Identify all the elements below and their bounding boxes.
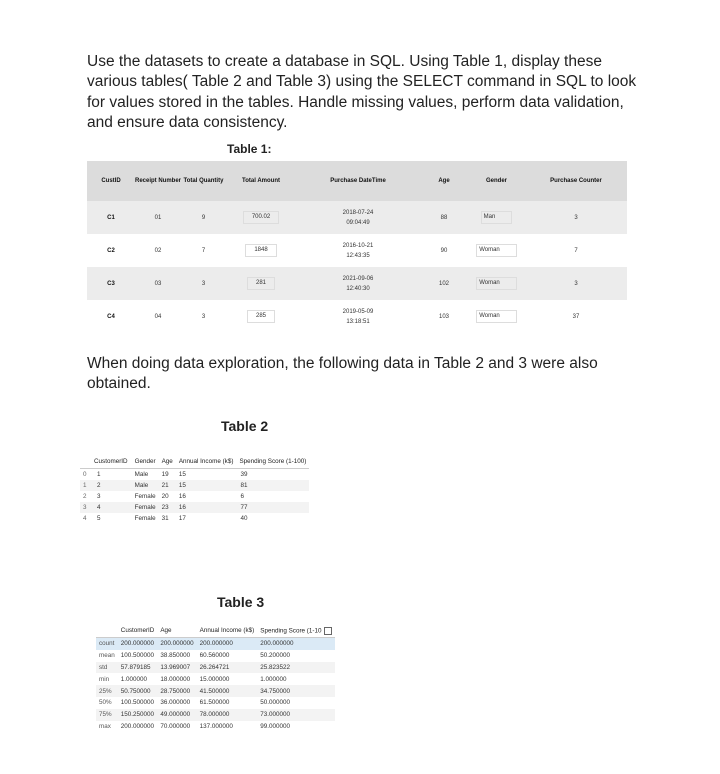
table1-header: Total Amount: [226, 161, 296, 201]
table3-cell: 25.823522: [257, 662, 334, 674]
table1-cell: [468, 300, 525, 333]
table2-row: [80, 502, 309, 513]
table3-stat: count: [96, 638, 118, 650]
table3-cell: 78.000000: [197, 709, 258, 721]
table3-stat: max: [99, 722, 111, 730]
table3-cell: 137.000000: [199, 722, 233, 730]
table3-cell: 61.500000: [199, 699, 230, 707]
table2-cell: 16: [178, 493, 186, 500]
table1-cell: [226, 300, 296, 333]
table1-header: Age: [420, 161, 468, 201]
table3: [96, 624, 335, 732]
table3-stat: mean: [99, 652, 115, 660]
table3-cell: 73.000000: [257, 709, 334, 721]
table2-cell: 19: [161, 471, 169, 478]
table2-index: 4: [83, 515, 87, 522]
table1-cell-value: 1848: [245, 244, 276, 257]
table2-cell: 20: [161, 493, 169, 500]
table1-cell: 102: [420, 267, 468, 300]
table1-cell-value: 700.02: [243, 211, 279, 224]
table2-cell: Female: [132, 502, 159, 513]
table3-row: [96, 697, 335, 709]
table1-header: Gender: [468, 161, 525, 201]
table1-cell-value: Woman: [476, 277, 517, 290]
table2-index: 3: [80, 502, 94, 513]
table2-cell: 3: [97, 493, 101, 500]
table1-cell: 2021-09-06 12:40:30: [296, 267, 420, 300]
table2-header-row: [80, 455, 309, 469]
table3-cell: 18.000000: [160, 675, 191, 683]
table1-cell: C2: [87, 234, 135, 267]
table3-row: [96, 662, 335, 674]
table1-cell: 2016-10-21 12:43:35: [296, 234, 420, 267]
table3-cell: 1.000000: [260, 675, 287, 683]
table2-row: [80, 513, 309, 524]
table2-row: [80, 491, 309, 502]
table2-cell: Male: [132, 480, 159, 491]
table1-row: [87, 234, 627, 267]
table3-cell: 38.850000: [160, 652, 191, 660]
table3-row: [96, 673, 335, 685]
table1-cell: 01: [135, 201, 181, 234]
table3-cell: 200.000000: [197, 638, 258, 650]
table2-index: 1: [80, 480, 94, 491]
table2-cell: 31: [161, 515, 169, 522]
table2-cell: 81: [236, 480, 309, 491]
table2-index: 2: [83, 493, 87, 500]
table2-cell: 77: [236, 502, 309, 513]
table3-stat: 50%: [99, 699, 112, 707]
table1-header: CustID: [87, 161, 135, 201]
table1-cell: [226, 201, 296, 234]
table3-cell: 200.000000: [257, 638, 334, 650]
table1: [87, 161, 627, 333]
table1-row: [87, 201, 627, 234]
table1-header: Receipt Number: [135, 161, 181, 201]
table2-title: Table 2: [221, 418, 269, 434]
table3-cell: 34.750000: [257, 685, 334, 697]
table1-row: [87, 300, 627, 333]
table2-header: Gender: [132, 455, 159, 469]
table3-header: CustomerID: [118, 624, 158, 638]
table3-cell: 100.500000: [120, 652, 155, 660]
table1-cell: 90: [420, 234, 468, 267]
table3-header: Annual Income (k$): [197, 624, 258, 638]
table3-header-row: [96, 624, 335, 638]
table1-cell: [226, 267, 296, 300]
table2-cell: 16: [176, 502, 237, 513]
table1-cell: 2019-05-09 13:18:51: [296, 300, 420, 333]
table1-cell-value: Woman: [476, 244, 517, 257]
table3-cell: 50.000000: [260, 699, 291, 707]
table1-cell: 103: [420, 300, 468, 333]
table3-stat: 75%: [96, 709, 118, 721]
question-text: Use the datasets to create a database in SQL. Using Table 1, display these various tables( Table 2 and Table 3) using the SELECT command in SQL to look for values stored in the tables. Handle missing values, perform data validation, and ensure data consistency.: [87, 52, 637, 131]
table1-cell: 02: [135, 234, 181, 267]
table2: [80, 455, 309, 524]
table1-cell-value: 281: [247, 277, 275, 290]
table2-row: [80, 469, 309, 481]
table2-cell: Female: [134, 493, 156, 500]
table1-cell: [226, 234, 296, 267]
table3-cell: 36.000000: [160, 699, 191, 707]
table1-cell: 37: [525, 300, 627, 333]
table3-stat: std: [96, 662, 118, 674]
table2-cell: 21: [159, 480, 176, 491]
table3-cell: 13.969007: [157, 662, 196, 674]
table2-cell: 17: [178, 515, 186, 522]
table1-header-row: [87, 161, 627, 201]
table3-row: [96, 685, 335, 697]
table1-header: Purchase DateTime: [296, 161, 420, 201]
table3-title: Table 3: [217, 594, 265, 610]
table2-row: [80, 480, 309, 491]
table3-cell: 28.750000: [157, 685, 196, 697]
table3-cell: 50.750000: [118, 685, 158, 697]
table1-cell-value: Man: [481, 211, 513, 224]
table3-cell: 49.000000: [157, 709, 196, 721]
table1-header: Purchase Counter: [525, 161, 627, 201]
expand-icon[interactable]: [324, 627, 332, 635]
table1-row: [87, 267, 627, 300]
table3-cell: 100.500000: [120, 699, 155, 707]
table1-cell: 2018-07-24 09:04:49: [296, 201, 420, 234]
table2-cell: 1: [97, 471, 101, 478]
table3-cell: 57.879185: [118, 662, 158, 674]
table3-cell: 1.000000: [120, 675, 148, 683]
table1-cell: [468, 234, 525, 267]
table1-cell-value: Woman: [476, 310, 517, 323]
table3-cell: 150.250000: [118, 709, 158, 721]
table2-cell: 40: [240, 515, 248, 522]
table3-row: [96, 709, 335, 721]
table2-index: 0: [83, 471, 87, 478]
table1-cell: 3: [181, 300, 226, 333]
table1-cell: C3: [87, 267, 135, 300]
table1-cell: 3: [525, 267, 627, 300]
table3-cell: 50.200000: [260, 652, 291, 660]
table2-cell: 5: [97, 515, 101, 522]
table3-header: [96, 624, 118, 638]
table3-cell: 200.000000: [120, 722, 155, 730]
table3-row: [96, 721, 335, 733]
table2-cell: 15: [178, 471, 186, 478]
table2-cell: Female: [134, 515, 156, 522]
table1-cell-value: 285: [247, 310, 275, 323]
table2-cell: 15: [176, 480, 237, 491]
table3-cell: 200.000000: [157, 638, 196, 650]
table3-stat: min: [99, 675, 110, 683]
table3-header-label: Spending Score (1-10: [260, 627, 322, 635]
table2-cell: 23: [159, 502, 176, 513]
exploration-text: When doing data exploration, the following data in Table 2 and 3 were also obtained.: [87, 354, 598, 392]
table1-cell: C4: [87, 300, 135, 333]
table2-cell: 4: [94, 502, 132, 513]
table3-row: [96, 638, 335, 650]
table1-cell: 04: [135, 300, 181, 333]
table3-header: Age: [157, 624, 196, 638]
table1-cell: 88: [420, 201, 468, 234]
table1-cell: 7: [525, 234, 627, 267]
table1-cell: 03: [135, 267, 181, 300]
table3-cell: 15.000000: [199, 675, 230, 683]
table1-cell: 3: [181, 267, 226, 300]
table3-cell: 70.000000: [160, 722, 191, 730]
table1-cell: 9: [181, 201, 226, 234]
table3-cell: 99.000000: [260, 722, 291, 730]
table1-header: Total Quantity: [181, 161, 226, 201]
table2-cell: 2: [94, 480, 132, 491]
table3-header: [257, 624, 334, 638]
table3-cell: 200.000000: [118, 638, 158, 650]
table1-cell: 7: [181, 234, 226, 267]
table2-header: Annual Income (k$): [176, 455, 237, 469]
table1-cell: C1: [87, 201, 135, 234]
table1-cell: 3: [525, 201, 627, 234]
table3-cell: 41.500000: [197, 685, 258, 697]
table3-row: [96, 650, 335, 662]
table1-cell: [468, 267, 525, 300]
table2-cell: 39: [240, 471, 248, 478]
table2-cell: 6: [240, 493, 244, 500]
table1-title: Table 1:: [227, 142, 272, 156]
table3-stat: 25%: [96, 685, 118, 697]
table2-header: CustomerID: [94, 455, 132, 469]
table2-header: Age: [159, 455, 176, 469]
table1-cell: [468, 201, 525, 234]
table3-cell: 60.560000: [199, 652, 230, 660]
table2-header: Spending Score (1-100): [236, 455, 309, 469]
table3-cell: 26.264721: [197, 662, 258, 674]
table2-header: [80, 455, 94, 469]
table2-cell: Male: [134, 471, 149, 478]
